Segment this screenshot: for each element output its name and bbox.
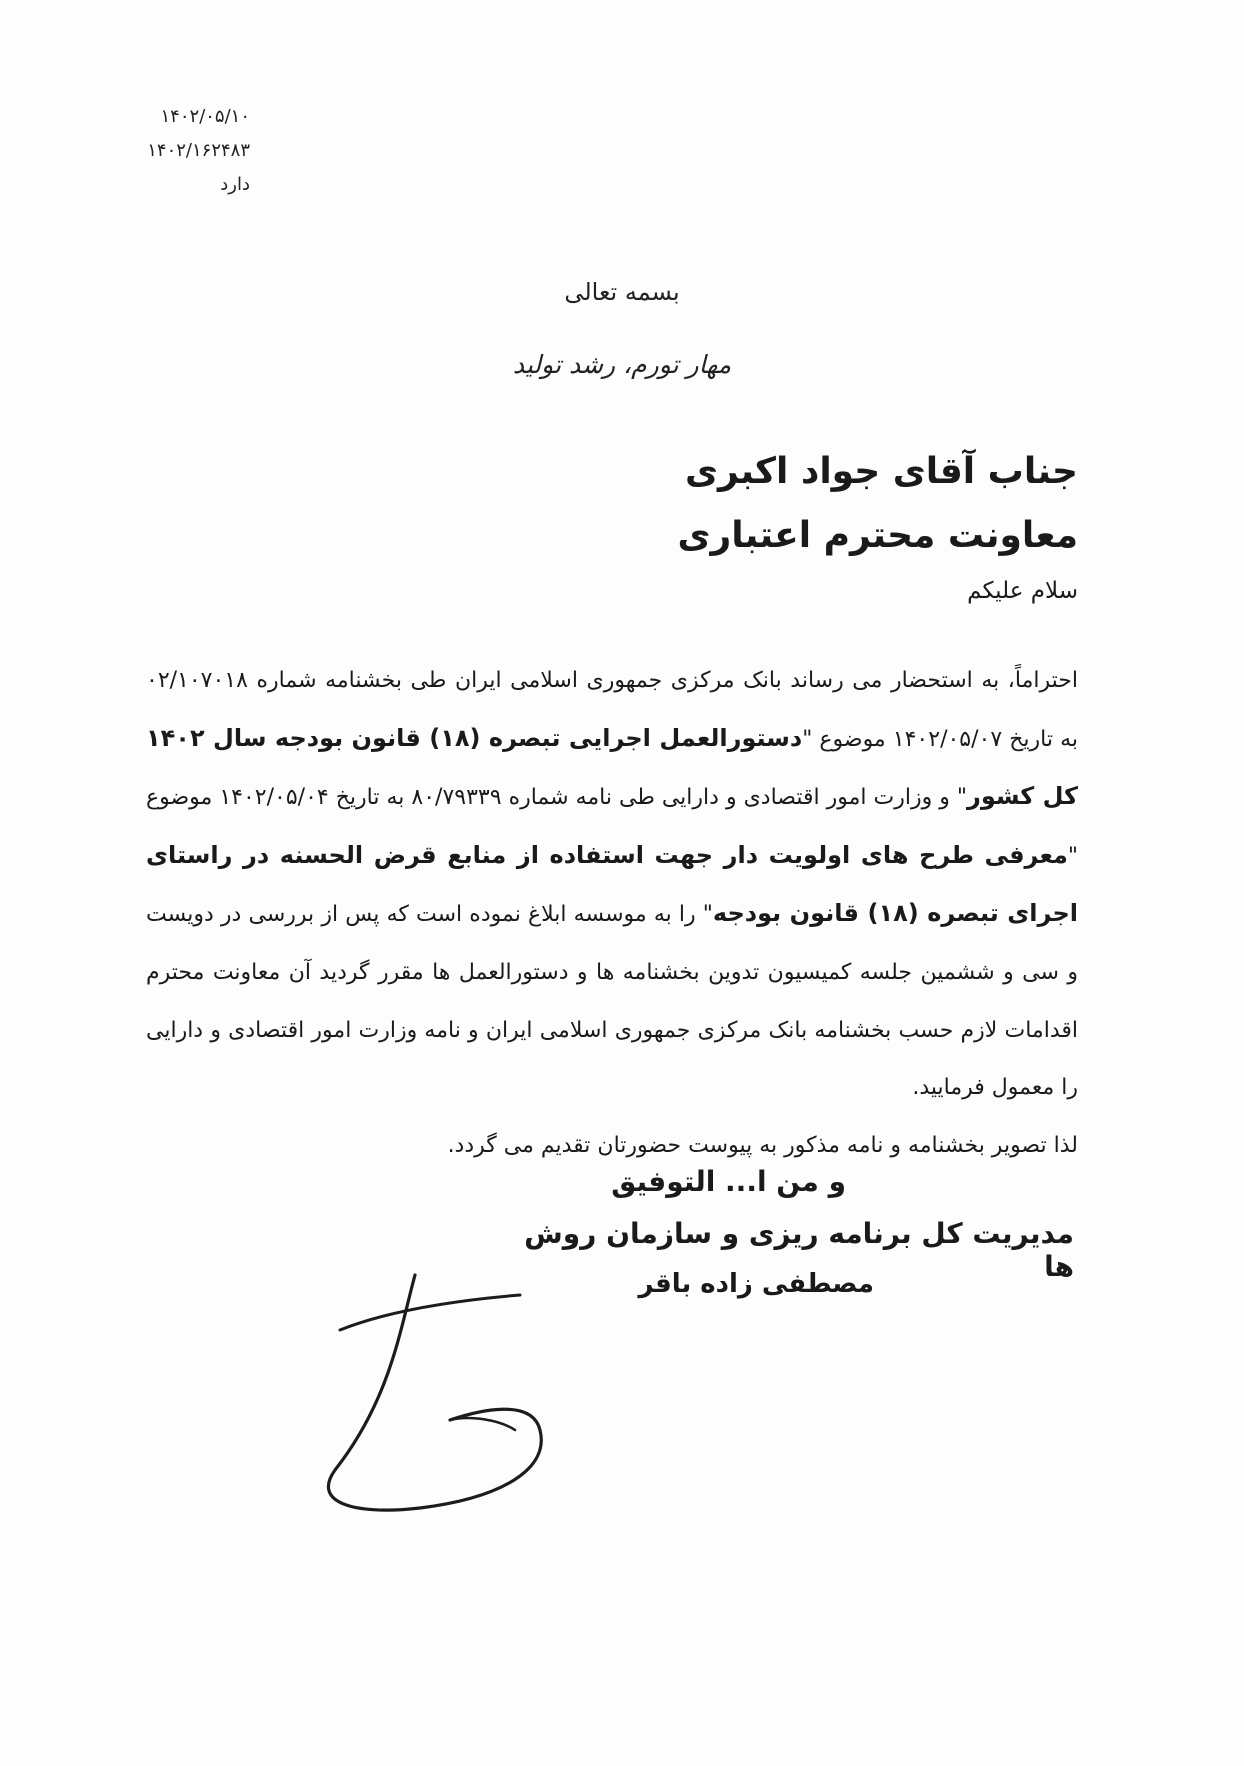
addressee-title: معاونت محترم اعتباری — [677, 515, 1078, 556]
circular-subject: دستورالعمل اجرایی تبصره (۱۸) قانون بودجه سال ۱۴۰۲ کل کشور — [146, 723, 1079, 811]
year-slogan: مهار تورم، رشد تولید — [512, 350, 732, 379]
greeting: سلام علیکم — [967, 578, 1078, 604]
signer-name: مصطفی زاده باقر — [638, 1269, 874, 1299]
body-text-1: احتراماً، به استحضار می رساند بانک مرکزی جمهوری اسلامی ایران طی بخشنامه شماره ۰۲/۱۰۷۰۱۸ به تاریخ ۱۴۰۲/۰۵/۰۷ موضوع " — [146, 668, 1078, 752]
closing-phrase: و من ا... التوفیق — [611, 1165, 846, 1198]
attachment-status: دارد — [220, 174, 250, 195]
letter-number: ۱۴۰۲/۱۶۲۴۸۳ — [147, 140, 250, 161]
letter-meta — [120, 100, 250, 202]
addressee-name: جناب آقای جواد اکبری — [684, 451, 1078, 492]
body-paragraph — [146, 652, 1078, 1117]
body-text-2: " و وزارت امور اقتصادی و دارایی طی نامه شماره ۸۰/۷۹۳۳۹ به تاریخ ۱۴۰۲/۰۵/۰۴ موضوع " — [146, 785, 1078, 869]
letter-subject: معرفی طرح های اولویت دار جهت استفاده از منابع قرض الحسنه در راستای اجرای تبصره (۱۸) قانون بودجه — [146, 840, 1078, 928]
handwritten-signature — [300, 1270, 620, 1520]
addressee — [378, 440, 1078, 568]
basmala: بسمه تعالی — [564, 278, 680, 306]
body-text-3: " را به موسسه ابلاغ نموده است که پس از بررسی در دویست و سی و ششمین جلسه کمیسیون تدوین بخشنامه ها و دستورالعمل ها مقرر گردید آن معاونت محترم اقدامات لازم حسب بخشنامه بانک مرکزی جمهوری اسلامی ایران و نامه وزارت امور اقتصادی و دارایی را معمول فرمایید. — [146, 902, 1078, 1101]
letter-body — [146, 652, 1078, 1174]
letter-date: ۱۴۰۲/۰۵/۱۰ — [160, 106, 250, 127]
body-closing-sentence: لذا تصویر بخشنامه و نامه مذکور به پیوست حضورتان تقدیم می گردد. — [447, 1132, 1078, 1158]
signer-department: مدیریت کل برنامه ریزی و سازمان روش ها — [524, 1217, 1074, 1283]
